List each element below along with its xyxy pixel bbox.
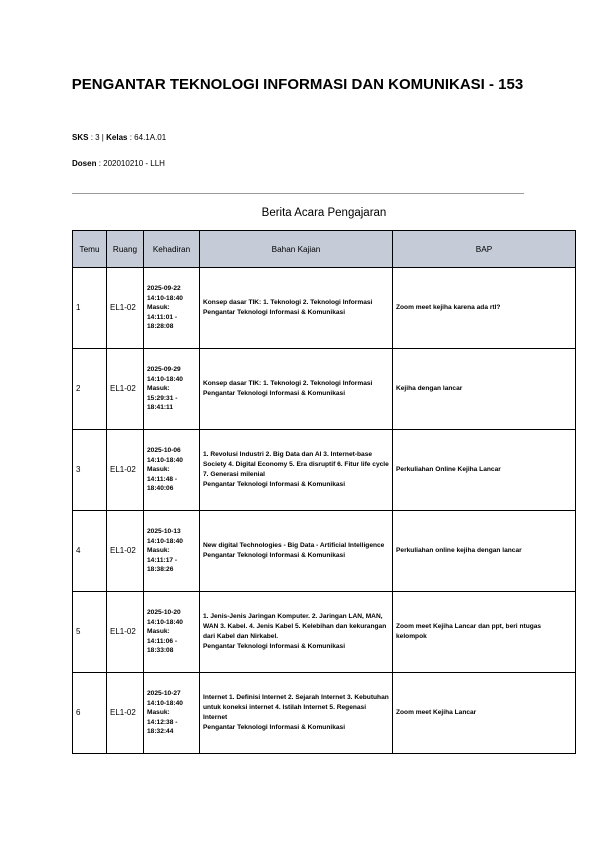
table-row [73,511,576,592]
teaching-record-table [72,230,576,754]
attendance-date: 2025-10-27 [147,690,181,698]
kehadiran-cell [144,511,200,592]
attendance-masuk-label: Masuk: [147,547,170,555]
attendance-masuk: 14:11:06 - [147,637,178,645]
ruang-cell: EL1-02 [107,430,144,511]
dosen-value: : 202010210 - LLH [98,159,165,168]
topic-text: Internet 1. Definisi Internet 2. Sejarah Internet 3. Kebutuhan untuk koneksi internet 4. Istilah Internet 5. Regenasi Internet [203,694,389,721]
temu-cell: 5 [73,592,107,673]
divider [72,193,524,194]
attendance-date: 2025-10-20 [147,609,181,617]
attendance-masuk-label: Masuk: [147,466,170,474]
table-row [73,349,576,430]
bahan-kajian-cell [200,511,393,592]
table-row [73,673,576,754]
bahan-kajian-cell [200,349,393,430]
sks-label: SKS [72,133,89,142]
attendance-keluar: 18:40:06 [147,485,174,493]
attendance-time: 14:10-18:40 [147,456,183,464]
lecturer-info [72,159,165,168]
course-name: Pengantar Teknologi Informasi & Komunikasi [203,552,346,559]
topic-text: Konsep dasar TIK: 1. Teknologi 2. Teknologi Informasi [203,380,373,387]
kehadiran-cell [144,673,200,754]
attendance-time: 14:10-18:40 [147,618,183,626]
bahan-kajian-cell [200,430,393,511]
topic-text: New digital Technologies - Big Data - Artificial Intelligence [203,542,385,549]
attendance-masuk: 14:11:01 - [147,313,178,321]
kehadiran-cell [144,268,200,349]
bap-cell: Kejiha dengan lancar [393,349,576,430]
table-row [73,592,576,673]
attendance-date: 2025-09-29 [147,366,181,374]
attendance-masuk-label: Masuk: [147,709,170,717]
dosen-label: Dosen [72,159,97,168]
course-name: Pengantar Teknologi Informasi & Komunikasi [203,481,346,488]
bahan-kajian-cell [200,268,393,349]
attendance-keluar: 18:28:08 [147,323,174,331]
attendance-date: 2025-10-06 [147,447,181,455]
header-kehadiran: Kehadiran [144,231,200,268]
attendance-masuk-label: Masuk: [147,304,170,312]
bap-cell: Zoom meet Kejiha Lancar dan ppt, beri ntugas kelompok [393,592,576,673]
bahan-kajian-cell [200,673,393,754]
topic-text: 1. Jenis-Jenis Jaringan Komputer. 2. Jaringan LAN, MAN, WAN 3. Kabel. 4. Jenis Kabel 5. Kelebihan dan kekurangan dari Kabel dan Nirkabel. [203,613,387,640]
attendance-keluar: 18:32:44 [147,728,174,736]
table-header-row [73,231,576,268]
attendance-masuk: 14:11:48 - [147,475,178,483]
topic-text: 1. Revolusi Industri 2. Big Data dan AI 3. Internet-base Society 4. Digital Economy 5. Era disruptif 6. Fitur life cycle 7. Generasi milenial [203,451,389,478]
ruang-cell: EL1-02 [107,673,144,754]
attendance-masuk: 15:29:31 - [147,394,178,402]
attendance-time: 14:10-18:40 [147,294,183,302]
ruang-cell: EL1-02 [107,511,144,592]
course-title: PENGANTAR TEKNOLOGI INFORMASI DAN KOMUNIKASI - 153 [71,76,524,93]
kelas-value: : 64.1A.01 [129,133,167,142]
attendance-masuk-label: Masuk: [147,628,170,636]
header-bahan-kajian: Bahan Kajian [200,231,393,268]
course-name: Pengantar Teknologi Informasi & Komunikasi [203,643,346,650]
temu-cell: 4 [73,511,107,592]
attendance-time: 14:10-18:40 [147,375,183,383]
table-row [73,268,576,349]
kehadiran-cell [144,592,200,673]
kehadiran-cell [144,430,200,511]
kehadiran-cell [144,349,200,430]
bap-cell: Perkuliahan Online Kejiha Lancar [393,430,576,511]
topic-text: Konsep dasar TIK: 1. Teknologi 2. Teknologi Informasi [203,299,373,306]
bap-cell: Zoom meet Kejiha Lancar [393,673,576,754]
temu-cell: 1 [73,268,107,349]
attendance-time: 14:10-18:40 [147,537,183,545]
attendance-masuk: 14:12:38 - [147,718,178,726]
kelas-label: Kelas [106,133,128,142]
attendance-date: 2025-09-22 [147,285,181,293]
attendance-date: 2025-10-13 [147,528,181,536]
section-title: Berita Acara Pengajaran [261,207,387,219]
attendance-keluar: 18:33:08 [147,647,174,655]
attendance-masuk-label: Masuk: [147,385,170,393]
ruang-cell: EL1-02 [107,592,144,673]
header-temu: Temu [73,231,107,268]
attendance-keluar: 18:41:11 [147,404,174,412]
table-row [73,430,576,511]
course-name: Pengantar Teknologi Informasi & Komunikasi [203,309,346,316]
temu-cell: 3 [73,430,107,511]
course-name: Pengantar Teknologi Informasi & Komunikasi [203,390,346,397]
temu-cell: 6 [73,673,107,754]
attendance-keluar: 18:38:26 [147,566,174,574]
attendance-time: 14:10-18:40 [147,699,183,707]
bahan-kajian-cell [200,592,393,673]
ruang-cell: EL1-02 [107,349,144,430]
temu-cell: 2 [73,349,107,430]
header-ruang: Ruang [107,231,144,268]
bap-cell: Zoom meet kejiha karena ada rtl? [393,268,576,349]
bap-cell: Perkuliahan online kejiha dengan lancar [393,511,576,592]
sks-value: : 3 | [90,133,104,142]
header-bap: BAP [393,231,576,268]
ruang-cell: EL1-02 [107,268,144,349]
course-name: Pengantar Teknologi Informasi & Komunikasi [203,724,346,731]
attendance-masuk: 14:11:17 - [147,556,178,564]
class-info [72,133,166,142]
